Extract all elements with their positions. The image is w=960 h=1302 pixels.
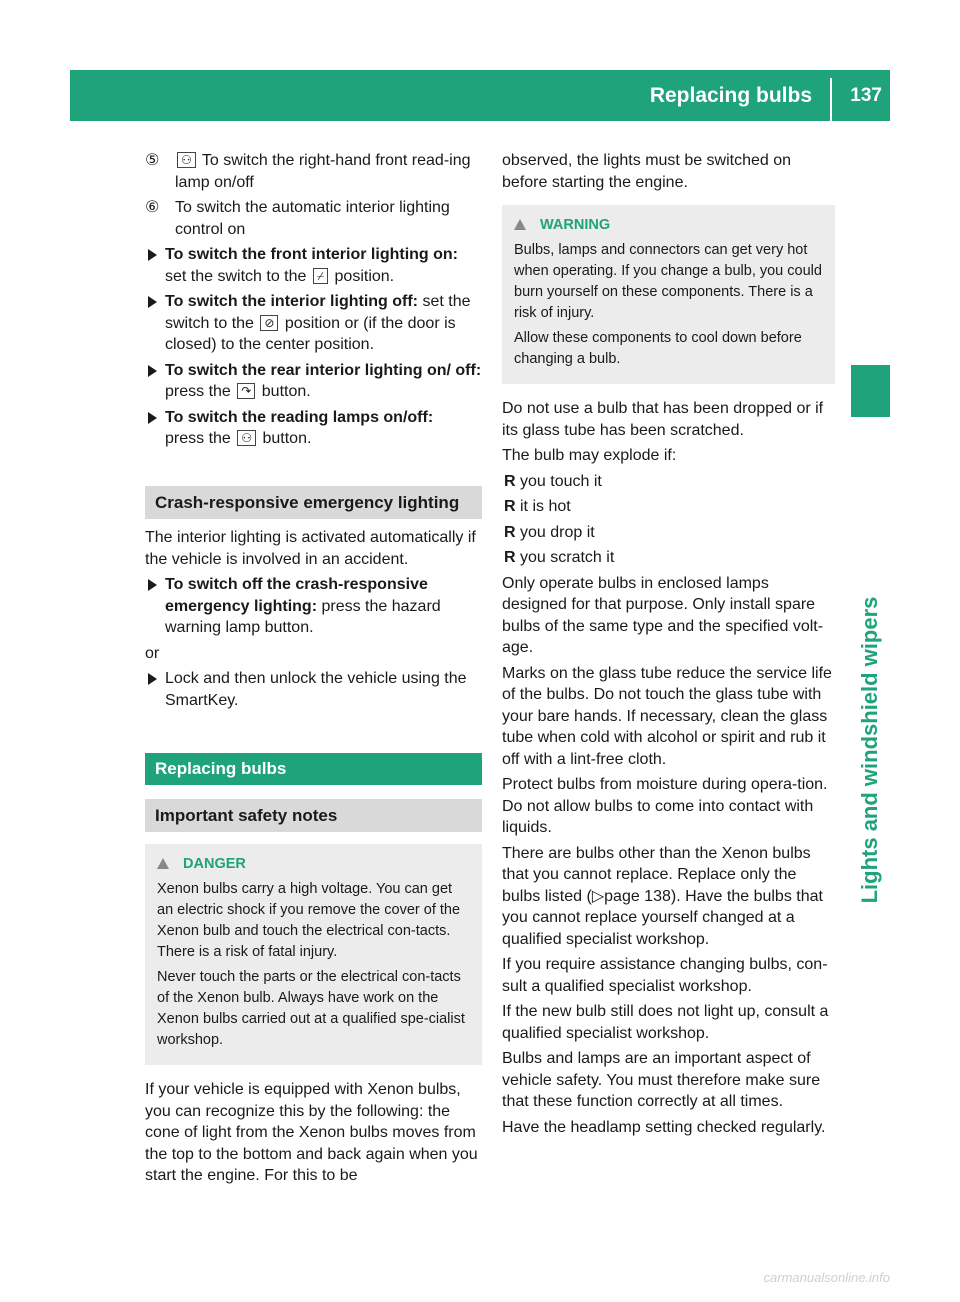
list-item: R you drop it	[504, 523, 595, 541]
item-marker: ⑤	[145, 152, 160, 169]
list-item: ⑥ To switch the automatic interior lighting control on	[145, 199, 450, 238]
chapter-heading: Replacing bulbs	[145, 753, 482, 785]
paragraph: The interior lighting is activated automatically if the vehicle is involved in an accident.	[145, 529, 476, 568]
lighting-off-icon: ⊘	[260, 315, 278, 331]
instruction-item: To switch the reading lamps on/off: press the ⚇ button.	[145, 407, 482, 450]
arrow-icon	[148, 249, 157, 261]
paragraph: If the new bulb still does not light up, consult a qualified specialist workshop.	[502, 1003, 829, 1042]
rear-lighting-icon: ↷	[237, 383, 255, 399]
item-marker: ⑥	[145, 199, 160, 216]
warning-box: WARNING Bulbs, lamps and connectors can get very hot when operating. If you change a bulb, you could burn yourself on these components. There is a risk of injury. Allow these components to cool down before changing a bulb.	[502, 205, 835, 384]
instruction-item: To switch the front interior lighting on: set the switch to the ⌿ position.	[145, 244, 482, 287]
section-heading: Important safety notes	[145, 799, 482, 833]
instruction-item: Lock and then unlock the vehicle using the SmartKey.	[145, 668, 482, 711]
paragraph: There are bulbs other than the Xenon bulbs that you cannot replace. Replace only the bulbs listed (▷page 138). Have the bulbs that you cannot replace yourself changed at a qualified specialist workshop.	[502, 844, 823, 948]
instruction-item: To switch the interior lighting off: set the switch to the ⊘ position or (if the door is closed) to the center position.	[145, 291, 482, 356]
side-tab-marker	[851, 365, 890, 417]
paragraph: Have the headlamp setting checked regularly.	[502, 1118, 826, 1136]
instruction-item: To switch the rear interior lighting on/ off: press the ↷ button.	[145, 360, 482, 403]
page-reference-link[interactable]: page 138). Have the bulbs that you cannot replace yourself changed at a qualified specialist workshop.	[502, 887, 823, 948]
danger-title: DANGER	[183, 856, 246, 872]
page-number: 137	[850, 85, 882, 106]
list-item: R it is hot	[504, 498, 571, 515]
list-item: R you scratch it	[504, 549, 615, 566]
left-column	[145, 150, 482, 1191]
reading-lamp-icon: ⚇	[237, 430, 256, 446]
section-heading: Crash-responsive emergency lighting	[145, 486, 482, 520]
watermark: carmanualsonline.info	[763, 1270, 890, 1285]
arrow-icon	[148, 365, 157, 377]
arrow-icon	[148, 412, 157, 424]
warning-triangle-icon	[157, 858, 169, 869]
right-column	[502, 150, 835, 1142]
paragraph: Do not use a bulb that has been dropped or if its glass tube has been scratched.	[502, 400, 824, 439]
list-item: R you touch it	[504, 472, 602, 490]
danger-box: DANGER Xenon bulbs carry a high voltage. You can get an electric shock if you remove the cover of the Xenon bulb and touch the electrical con-tacts. There is a risk of fatal injury. Never touch the parts or the electrical con-tacts of the Xenon bulb. Always have work on the Xenon bulbs carried out at a qualified spe-cialist workshop.	[145, 844, 482, 1065]
side-chapter-label: Lights and windshield wipers	[857, 596, 882, 904]
instruction-item: To switch off the crash-responsive emergency lighting: press the hazard warning lamp button.	[145, 574, 482, 639]
arrow-icon	[148, 296, 157, 308]
paragraph: If your vehicle is equipped with Xenon bulbs, you can recognize this by the following: the cone of light from the Xenon bulbs moves from the top to the bottom and back again when you start the engine. For this to be	[145, 1081, 478, 1184]
warning-title: WARNING	[540, 217, 611, 233]
reading-lamp-icon: ⚇	[177, 152, 196, 168]
header-divider	[830, 78, 832, 121]
paragraph: If you require assistance changing bulbs, con-sult a qualified specialist workshop.	[502, 956, 828, 995]
paragraph: Only operate bulbs in enclosed lamps designed for that purpose. Only install spare bulbs of the same type and the specified volt-age.	[502, 574, 824, 656]
header-bar	[70, 70, 890, 121]
page-section-title: Replacing bulbs	[649, 84, 812, 107]
paragraph: observed, the lights must be switched on before starting the engine.	[502, 152, 792, 191]
paragraph: Protect bulbs from moisture during opera-tion. Do not allow bulbs to come into contact with liquids.	[502, 776, 828, 836]
page-reference-icon: ▷	[591, 887, 605, 905]
warning-triangle-icon	[514, 219, 526, 230]
paragraph: or	[145, 644, 160, 662]
arrow-icon	[148, 579, 157, 591]
paragraph: Bulbs and lamps are an important aspect of vehicle safety. You must therefore make sure that these function correctly at all times.	[502, 1050, 821, 1110]
door-contact-icon: ⌿	[313, 268, 328, 284]
paragraph: Marks on the glass tube reduce the service life of the bulbs. Do not touch the glass tube with your bare hands. If necessary, clean the glass tube when cold with alcohol or spirit and rub it off with a lint-free cloth.	[502, 664, 832, 768]
paragraph: The bulb may explode if:	[502, 447, 677, 464]
list-item: ⑤ ⚇ To switch the right-hand front read-ing lamp on/off	[145, 152, 471, 191]
arrow-icon	[148, 673, 157, 685]
